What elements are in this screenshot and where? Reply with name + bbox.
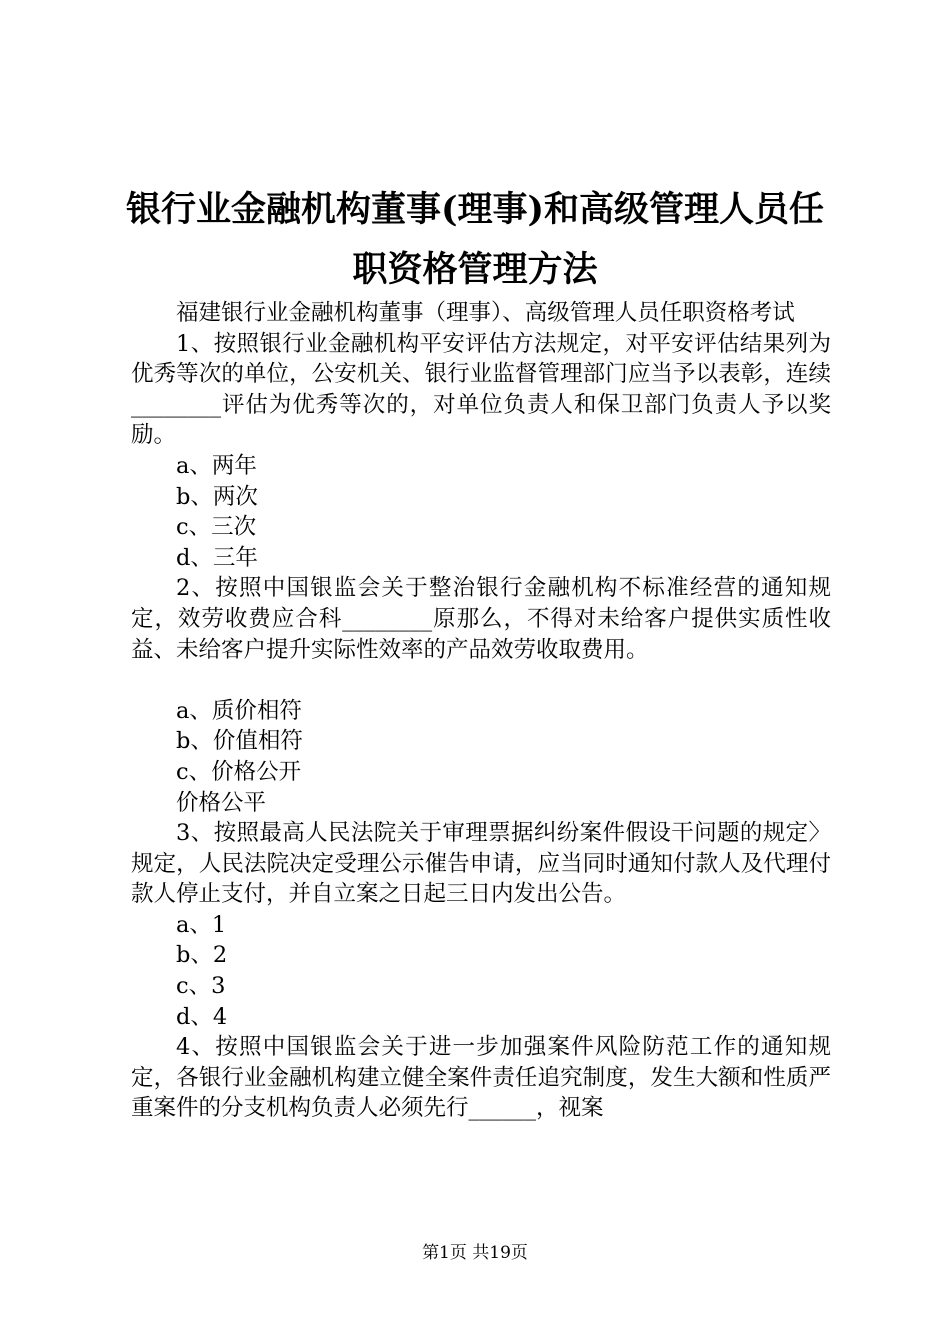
question-3-option-c: c、3 [176,973,226,1000]
question-1-text: 1、按照银行业金融机构平安评估方法规定，对平安评估结果列为优秀等次的单位，公安机关、银行业监督管理部门应当予以表彰，连续________评估为优秀等次的，对单位负责人和保卫部门负责人予以奖励。 [131,330,831,449]
question-1-option-b: b、两次 [176,483,258,510]
question-3-option-d: d、4 [176,1003,228,1030]
question-3-option-b: b、2 [176,942,228,969]
question-2-text: 2、按照中国银监会关于整治银行金融机构不标准经营的通知规定，效劳收费应合科________原那么，不得对未给客户提供实质性收益、未给客户提升实际性效率的产品效劳收取费用。 [131,575,831,663]
question-2-option-b: b、价值相符 [176,728,303,755]
question-1-option-c: c、三次 [176,514,257,541]
question-2-option-c: c、价格公开 [176,758,302,785]
question-3-option-a: a、1 [176,911,227,938]
question-1-option-a: a、两年 [176,452,257,479]
question-2-option-d: 价格公平 [176,789,267,816]
question-3-text: 3、按照最高人民法院关于审理票据纠纷案件假设干问题的规定〉规定，人民法院决定受理公示催告申请，应当同时通知付款人及代理付款人停止支付，并自立案之日起三日内发出公告。 [131,820,831,908]
question-4-text: 4、按照中国银监会关于进一步加强案件风险防范工作的通知规定，各银行业金融机构建立健全案件责任追究制度，发生大额和性质严重案件的分支机构负责人必须先行______，视案 [131,1034,831,1122]
intro-paragraph: 福建银行业金融机构董事（理事）、高级管理人员任职资格考试 [176,300,795,326]
question-1-option-d: d、三年 [176,544,258,571]
page-number-footer: 第1页 共19页 [422,1243,528,1263]
blank-line [131,665,831,696]
document-title [100,180,850,300]
title-line-2: 职资格管理方法 [352,249,598,290]
question-2-option-a: a、质价相符 [176,697,302,724]
title-line-1: 银行业金融机构董事(理事)和高级管理人员任 [125,189,825,230]
document-body [131,298,831,1124]
